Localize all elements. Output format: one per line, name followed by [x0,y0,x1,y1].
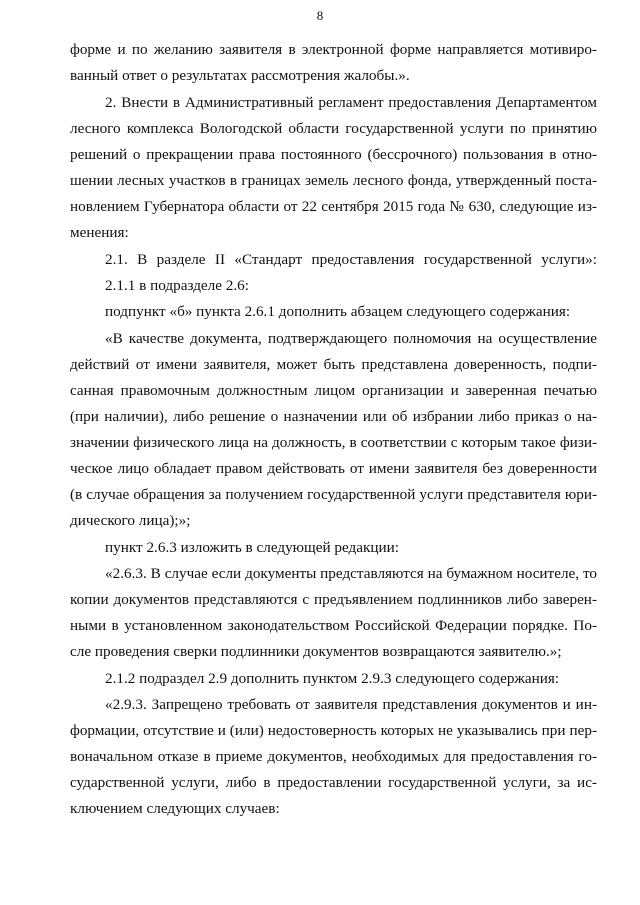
text-line: ванный ответ о результатах рассмотрения жалобы.». [70,67,410,84]
page-number: 8 [316,8,324,23]
text-line: «В качестве документа, подтверждающего полномочия на осуществление [105,330,597,347]
text-line: ческое лицо обладает правом действовать от имени заявителя без доверенности [70,460,597,477]
text-line: ными в установленном законодательством Российской Федерации порядке. По- [70,617,597,634]
text-line: сударственной услуги, либо в предоставлении государственной услуги, за ис- [70,774,597,791]
text-line: копии документов представляются с предъявлением подлинников либо заверен- [70,591,597,608]
text-line: лесного комплекса Вологодской области государственной услуги по принятию [70,120,597,137]
text-line: формации, отсутствие и (или) недостоверность которых не указывались при пер- [70,722,597,739]
text-line: 2.1. В разделе II «Стандарт предоставления государственной услуги»: [105,251,597,268]
text-line: «2.6.3. В случае если документы представляются на бумажном носителе, то [105,565,597,582]
text-line: шении лесных участков в границах земель лесного фонда, утвержденный поста- [70,172,597,189]
text-line: санная правомочным должностным лицом организации и заверенная печатью [70,382,597,399]
text-line: решений о прекращении права постоянного (бессрочного) пользования в отно- [70,146,597,163]
text-line: дического лица);»; [70,512,191,529]
text-line: менения: [70,224,129,241]
text-line: 2.1.2 подраздел 2.9 дополнить пунктом 2.9.3 следующего содержания: [105,670,560,687]
text-line: сле проведения сверки подлинники документов возвращаются заявителю.»; [70,643,562,660]
text-line: (при наличии), либо решение о назначении или об избрании либо приказ о на- [70,408,597,425]
text-line: 2.1.1 в подразделе 2.6: [105,277,249,294]
text-line: ключением следующих случаев: [70,800,280,817]
text-line: новлением Губернатора области от 22 сентября 2015 года № 630, следующие из- [70,198,597,215]
text-line: пункт 2.6.3 изложить в следующей редакции: [105,539,399,556]
text-line: подпункт «б» пункта 2.6.1 дополнить абзацем следующего содержания: [105,303,571,320]
text-line: (в случае обращения за получением государственной услуги представителя юри- [70,486,597,503]
text-line: воначальном отказе в приеме документов, необходимых для предоставления го- [70,748,597,765]
text-line: форме и по желанию заявителя в электронной форме направляется мотивиро- [70,41,597,58]
text-line: 2. Внести в Административный регламент предоставления Департаментом [105,94,597,111]
text-line: действий от имени заявителя, может быть представлена доверенность, подпи- [70,356,597,373]
text-line: значении физического лица на должность, в соответствии с которым такое физи- [70,434,597,451]
text-line: «2.9.3. Запрещено требовать от заявителя представления документов и ин- [105,696,597,713]
